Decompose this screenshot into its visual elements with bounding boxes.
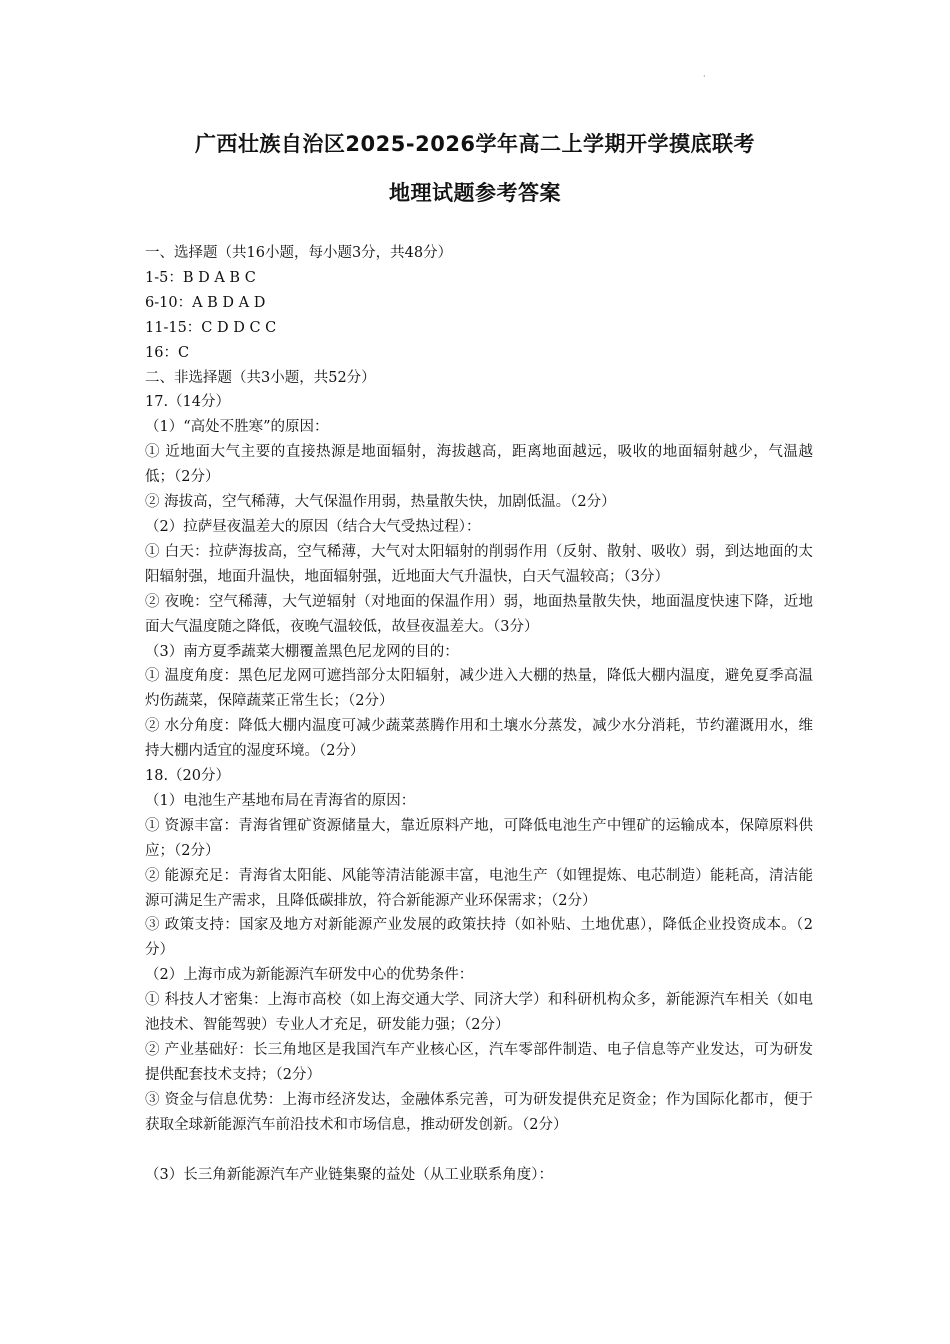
q17-part1-item: ① 近地面大气主要的直接热源是地面辐射，海拔越高，距离地面越远，吸收的地面辐射越少，气温越低；（2分） (145, 444, 813, 486)
section1-heading: 一、选择题（共16小题，每小题3分，共48分） (145, 245, 453, 261)
answer-row: 11-15：C D D C C (145, 319, 277, 336)
q18-part1-title: （1）电池生产基地布局在青海省的原因： (145, 792, 416, 809)
section2-heading: 二、非选择题（共3小题，共52分） (145, 369, 376, 386)
q18-heading: 18.（20分） (145, 768, 231, 785)
q18-part2-title: （2）上海市成为新能源汽车研发中心的优势条件： (145, 967, 474, 984)
answer-row: 6-10：A B D A D (145, 294, 266, 311)
q18-part3-title: （3）长三角新能源汽车产业链集聚的益处（从工业联系角度）： (145, 1166, 553, 1183)
q17-part3-title: （3）南方夏季蔬菜大棚覆盖黑色尼龙网的目的： (145, 643, 459, 660)
q17-heading: 17.（14分） (145, 394, 231, 411)
q17-part1-item: ② 海拔高，空气稀薄，大气保温作用弱，热量散失快，加剧低温。（2分） (145, 494, 616, 511)
q18-part2-item: ② 产业基础好：长三角地区是我国汽车产业核心区，汽车零部件制造、电子信息等产业发达，可为研发提供配套技术支持；（2分） (145, 1042, 813, 1083)
q18-part2-item: ③ 资金与信息优势：上海市经济发达，金融体系完善，可为研发提供充足资金；作为国际化都市，便于获取全球新能源汽车前沿技术和市场信息，推动研发创新。（2分） (145, 1091, 813, 1133)
q18-part2-item: ① 科技人才密集：上海市高校（如上海交通大学、同济大学）和科研机构众多，新能源汽车相关（如电池技术、智能驾驶）专业人才充足，研发能力强；（2分） (145, 992, 813, 1034)
answer-row: 16：C (145, 344, 190, 361)
q17-part3-item: ① 温度角度：黑色尼龙网可遮挡部分太阳辐射，减少进入大棚的热量，降低大棚内温度，避免夏季高温灼伤蔬菜，保障蔬菜正常生长；（2分） (145, 668, 813, 710)
answer-body (145, 241, 813, 1188)
q17-part1-title: （1）“高处不胜寒”的原因： (145, 419, 329, 436)
q17-part2-item: ② 夜晚：空气稀薄，大气逆辐射（对地面的保温作用）弱，地面热量散失快，地面温度快速下降，近地面大气温度随之降低，夜晚气温较低，故昼夜温差大。（3分） (145, 593, 813, 635)
q17-part2-title: （2）拉萨昼夜温差大的原因（结合大气受热过程）： (145, 518, 481, 535)
q18-part1-item: ② 能源充足：青海省太阳能、风能等清洁能源丰富，电池生产（如锂提炼、电芯制造）能耗高，清洁能源可满足生产需求，且降低碳排放，符合新能源产业环保需求；（2分） (145, 867, 813, 909)
corner-dot: · (703, 72, 706, 81)
q17-part2-item: ① 白天：拉萨海拔高，空气稀薄，大气对太阳辐射的削弱作用（反射、散射、吸收）弱，到达地面的太阳辐射强，地面升温快，地面辐射强，近地面大气升温快，白天气温较高；（3分） (145, 543, 813, 585)
exam-subtitle: 地理试题参考答案 (389, 181, 561, 205)
q18-part1-item: ③ 政策支持：国家及地方对新能源产业发展的政策扶持（如补贴、土地优惠），降低企业投资成本。（2分） (145, 917, 813, 959)
q18-part1-item: ① 资源丰富：青海省锂矿资源储量大，靠近原料产地，可降低电池生产中锂矿的运输成本，保障原料供应；（2分） (145, 817, 813, 859)
q17-part3-item: ② 水分角度：降低大棚内温度可减少蔬菜蒸腾作用和土壤水分蒸发，减少水分消耗，节约灌溉用水，维持大棚内适宜的湿度环境。（2分） (145, 718, 813, 760)
blank-line (145, 1138, 813, 1163)
answer-row: 1-5：B D A B C (145, 269, 256, 286)
exam-title: 广西壮族自治区2025-2026学年高二上学期开学摸底联考 (194, 132, 756, 156)
